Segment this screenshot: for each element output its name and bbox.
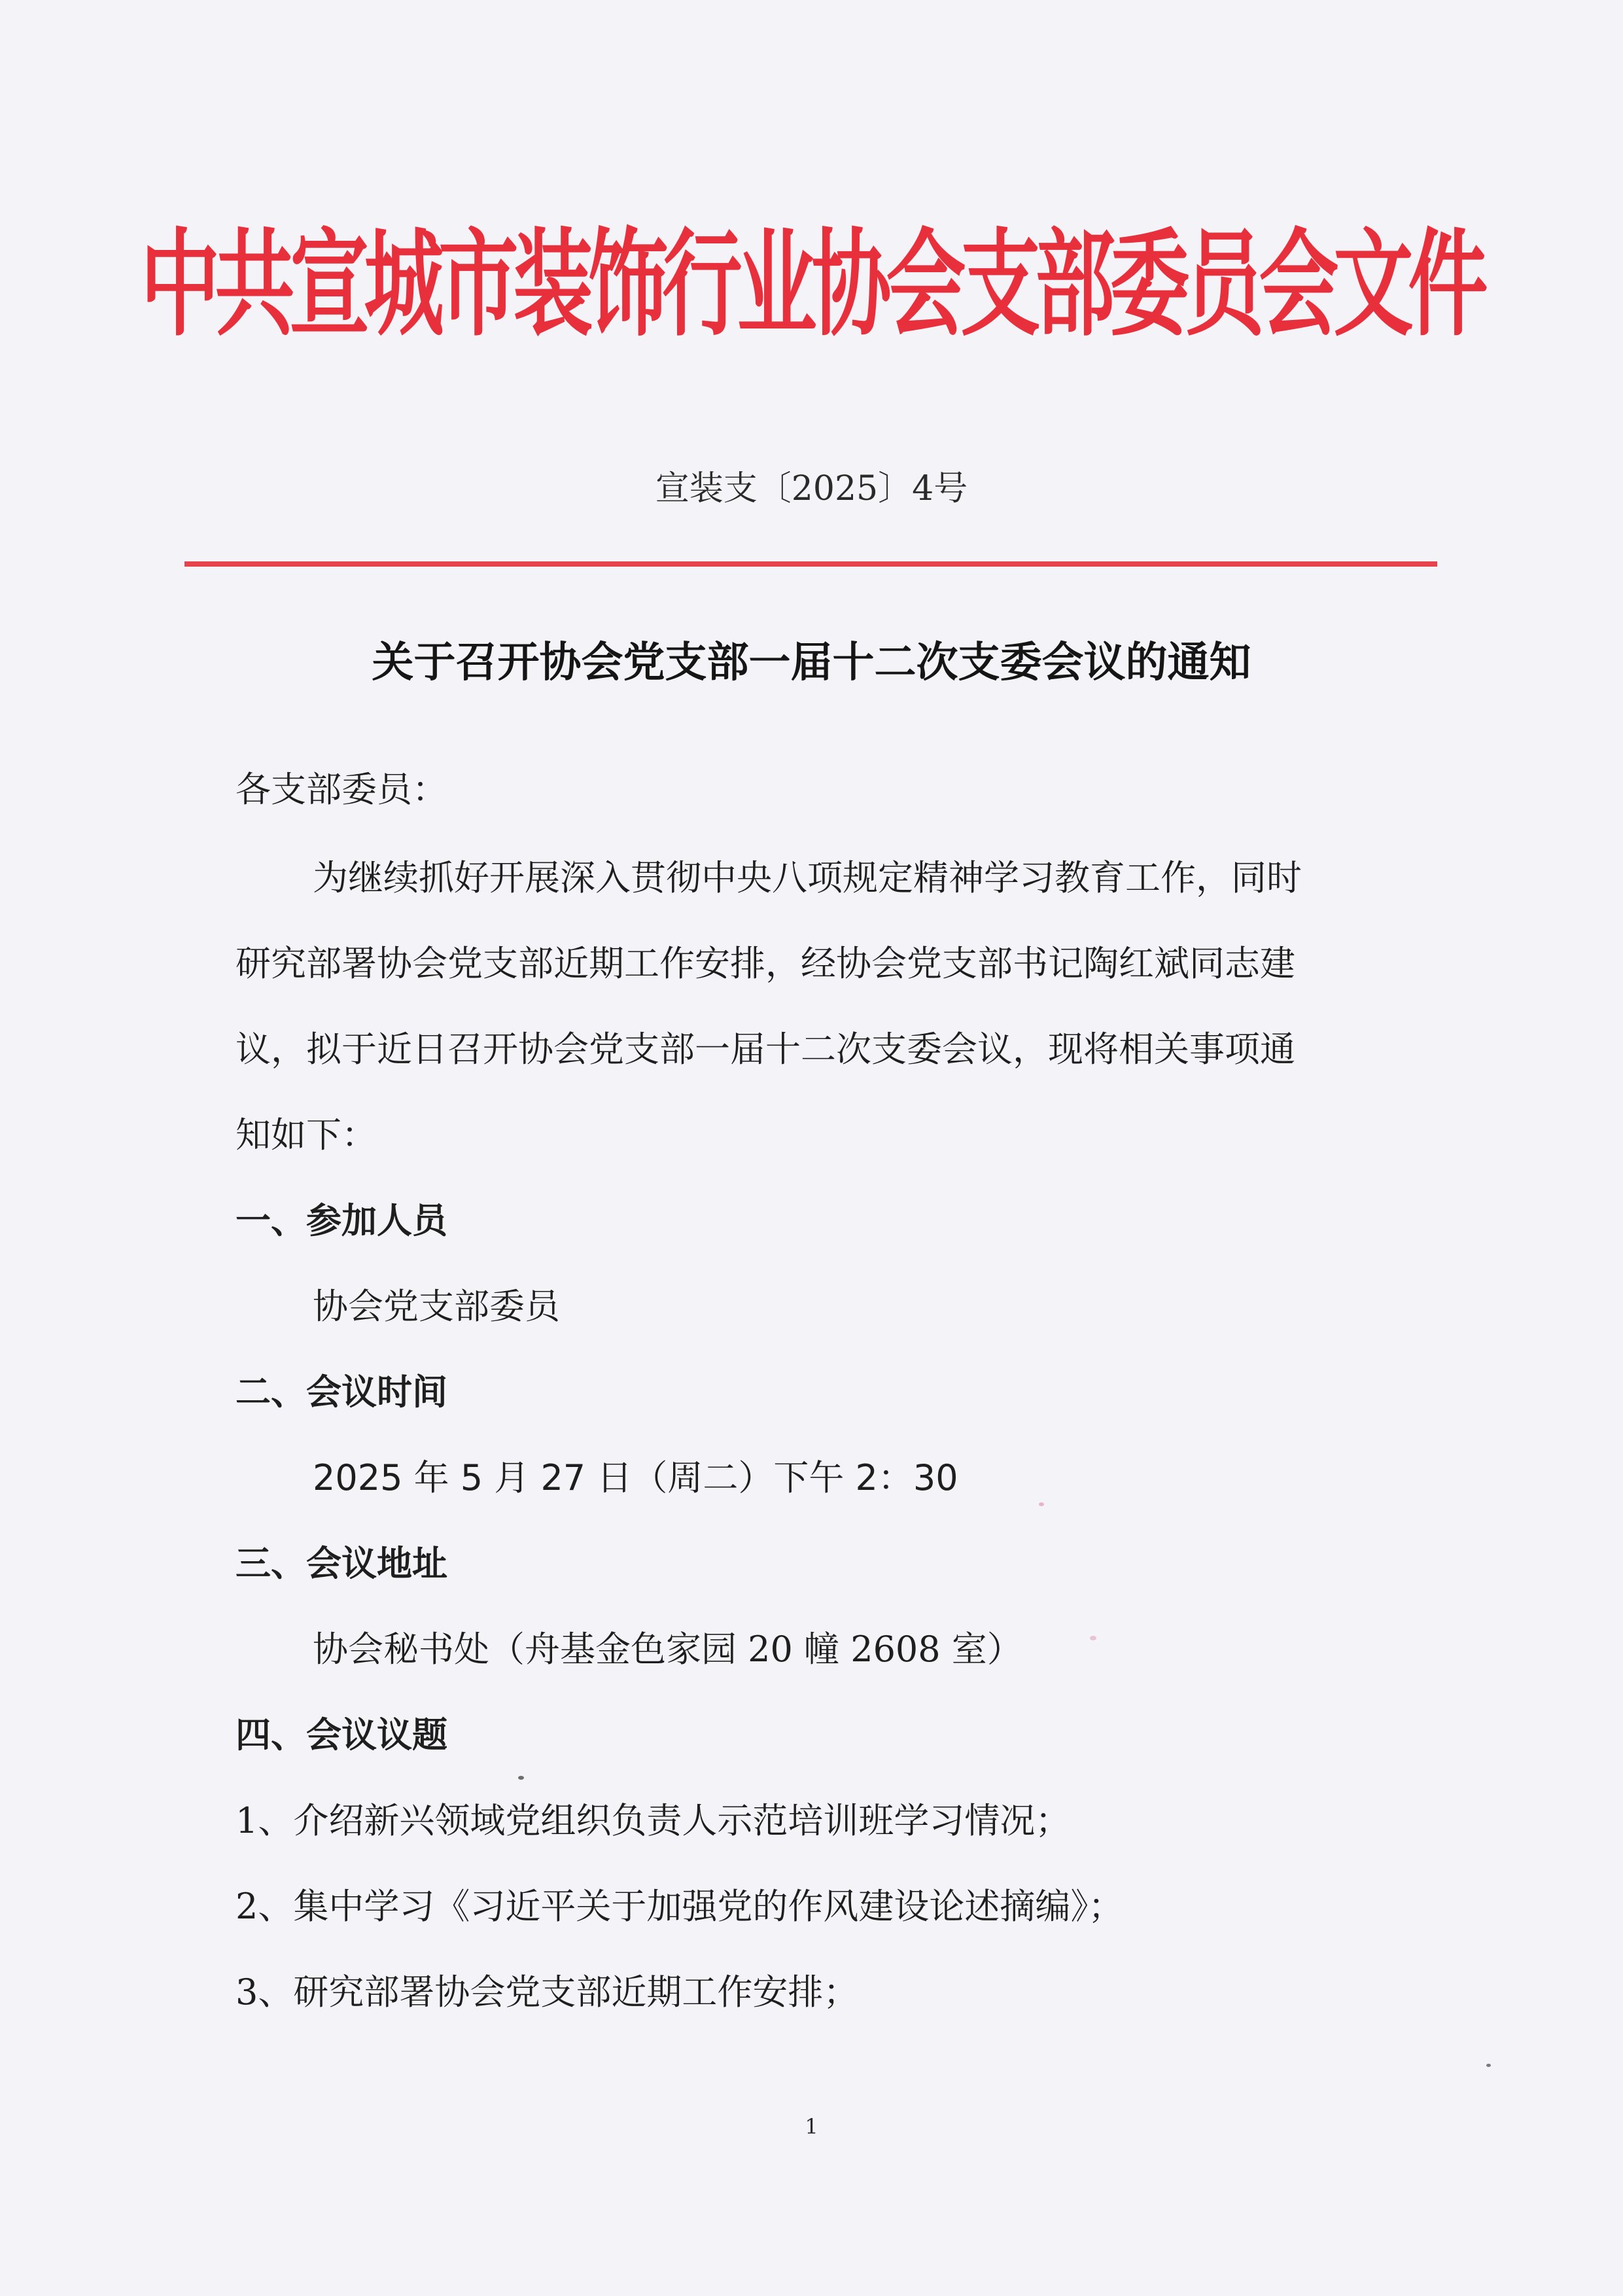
section-heading-time: 二、会议时间 (236, 1371, 447, 1413)
page-number: 1 (805, 2114, 818, 2139)
scan-speck (518, 1776, 524, 1780)
section-content-participants: 协会党支部委员 (313, 1286, 560, 1327)
agenda-item-1: 1、介绍新兴领域党组织负责人示范培训班学习情况； (236, 1800, 1071, 1841)
scan-speck (1090, 1636, 1096, 1640)
agenda-item-2: 2、集中学习《习近平关于加强党的作风建设论述摘编》； (236, 1886, 1124, 1927)
document-number: 宣装支〔2025〕4号 (655, 469, 968, 508)
notice-title: 关于召开协会党支部一届十二次支委会议的通知 (372, 639, 1251, 687)
red-masthead-title: 中共宣城市装饰行业协会支部委员会文件 (140, 217, 1483, 352)
scan-speck (1486, 2064, 1491, 2067)
salutation: 各支部委员： (236, 769, 447, 810)
section-content-location: 协会秘书处（舟基金色家园 20 幢 2608 室） (313, 1629, 1022, 1670)
red-divider-line (184, 561, 1437, 567)
scan-speck (1039, 1502, 1044, 1506)
section-heading-agenda: 四、会议议题 (236, 1714, 447, 1756)
intro-line-3: 议，拟于近日召开协会党支部一届十二次支委会议，现将相关事项通 (236, 1029, 1295, 1070)
intro-line-2: 研究部署协会党支部近期工作安排，经协会党支部书记陶红斌同志建 (236, 943, 1295, 984)
section-heading-location: 三、会议地址 (236, 1543, 447, 1584)
section-heading-participants: 一、参加人员 (236, 1200, 447, 1241)
agenda-item-3: 3、研究部署协会党支部近期工作安排； (236, 1971, 859, 2013)
intro-line-4: 知如下： (236, 1114, 377, 1156)
section-content-time: 2025 年 5 月 27 日（周二）下午 2：30 (313, 1457, 958, 1498)
intro-line-1: 为继续抓好开展深入贯彻中央八项规定精神学习教育工作，同时 (313, 857, 1302, 898)
